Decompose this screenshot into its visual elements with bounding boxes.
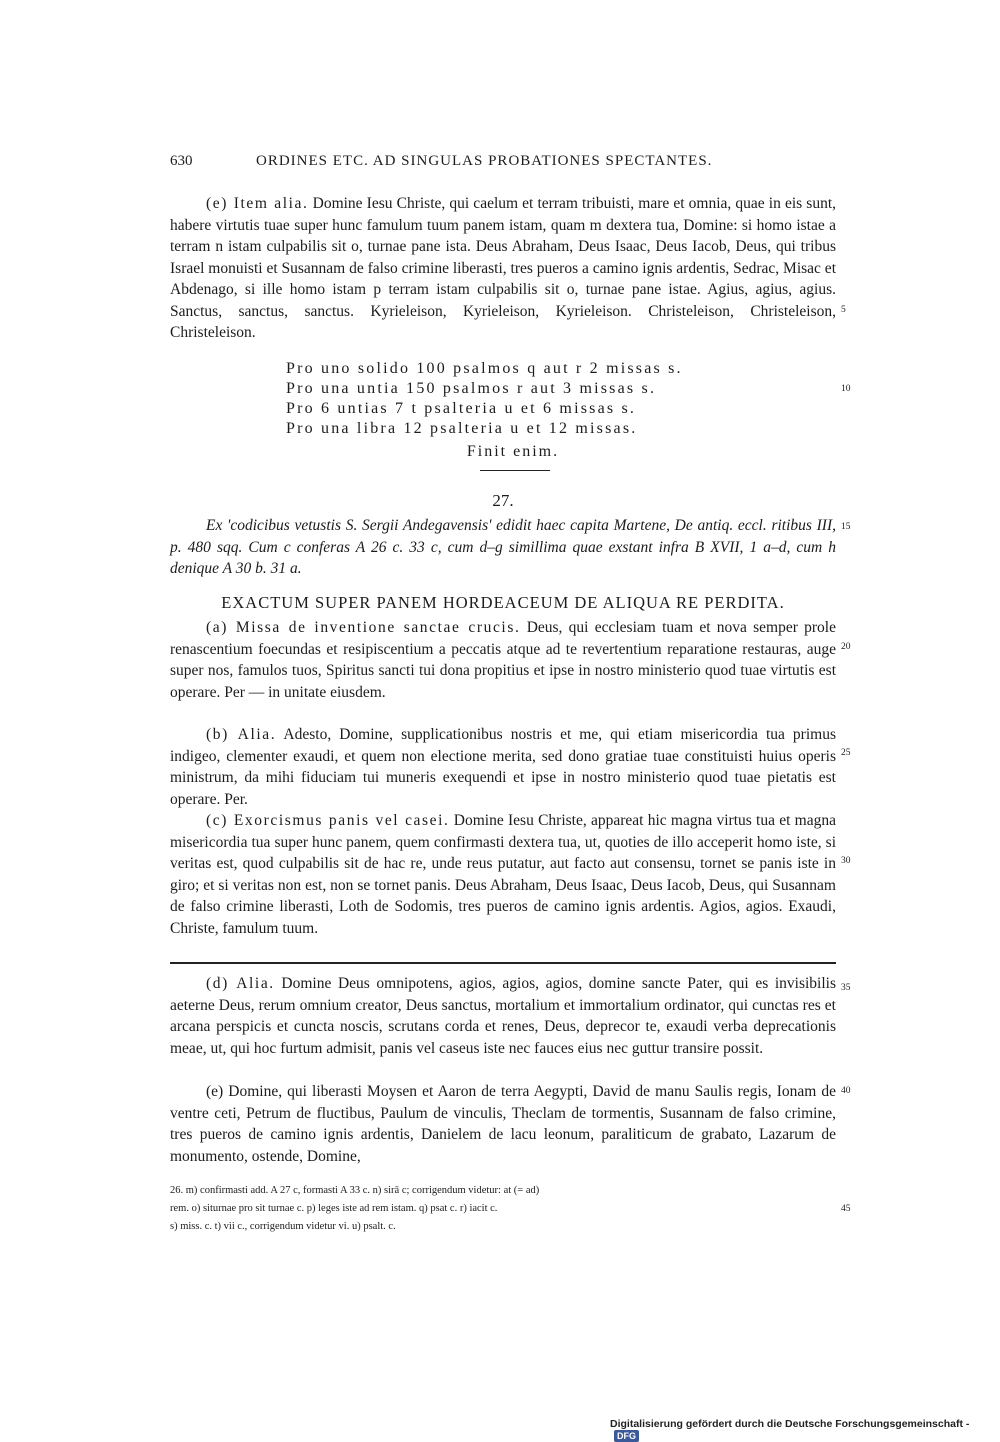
section-number: 27. — [492, 491, 514, 510]
dfg-logo: DFG — [614, 1430, 639, 1442]
para-b-label: (b) Alia. — [206, 726, 277, 743]
para-d-text: Domine Deus omnipotens, agios, agios, agios, domine sancte Pater, qui es invisibilis aeterne Deus, rerum omnium creator, Deus sanctus, mortalium et immortalium ordinator, qui cunctas res et arcana perspicis et cuncta noscis, scrutans corda et renes, Deus, deprecor te, exaudi verba deprecationis meae, ut, qui hoc furtum admisit, panis vel caseus iste nec fauces eius nec guttur transire possit. — [170, 975, 837, 1057]
para-a-text: Deus, qui ecclesiam tuam et nova semper prole renascentium foecundas et resipiscentium a peccatis atque ad te revertentium reparatione restauras, auge super nos, famulos tuos, Spiritus sancti tui dona propitius et ipse in nostro ministerio quod tuae virtutis est operare. Per — in unitate eiusdem. — [170, 619, 836, 701]
line-number: 35 — [841, 983, 851, 993]
para-d-label: (d) Alia. — [206, 975, 275, 992]
scale-line: Pro 6 untias 7 t psalteria u et 6 missas s. — [286, 400, 637, 417]
line-number: 40 — [841, 1086, 851, 1096]
line-number: 10 — [841, 384, 851, 394]
scale-line: Pro una libra 12 psalteria u et 12 missas. — [286, 420, 638, 437]
para-e — [170, 1081, 836, 1167]
footnote-line: 26. m) confirmasti add. A 27 c, formasti A 33 c. n) sirā c; corrigendum videtur: at (= ad) — [170, 1185, 540, 1196]
running-title: ORDINES ETC. AD SINGULAS PROBATIONES SPECTANTES. — [256, 153, 713, 169]
para-e-text: Domine, qui liberasti Moysen et Aaron de terra Aegypti, David de manu Saulis regis, Ionam de ventre ceti, Petrum de fluctibus, Paulum de vinculis, Theclam de tormentis, Susannam de falso crimine, tres pueros de camino ignis ardentis, Danielem de lacu leonum, paraliticum de grabato, Lazarum de monumento, ostende, Domine, — [170, 1083, 836, 1165]
page-number: 630 — [170, 153, 193, 169]
para-d — [170, 973, 836, 1059]
running-header — [170, 153, 836, 175]
para-a — [170, 617, 836, 703]
digitization-credit — [610, 1418, 1000, 1442]
scale-line: Pro una untia 150 psalmos r aut 3 missas s. — [286, 380, 657, 397]
line-number: 5 — [841, 305, 846, 315]
line-number: 20 — [841, 642, 851, 652]
price-scale — [170, 358, 836, 454]
footnote-line: rem. o) siturnae pro sit turnae c. p) leges iste ad rem istam. q) psat c. r) iacit c. — [170, 1203, 498, 1214]
block-e-item-alia — [170, 193, 836, 344]
finit-line: Finit enim. — [466, 443, 560, 460]
editorial-intro: Ex 'codicibus vetustis S. Sergii Andegavensis' edidit haec capita Martene, De antiq. eccl. ritibus III, p. 480 sqq. Cum c conferas A 26 c. 33 c, cum d–g simillima quae exstant infra B XVII, 1 a–d, cum h denique A 30 b. 31 a. — [170, 517, 836, 577]
line-number: 30 — [841, 856, 851, 866]
short-rule — [480, 470, 550, 471]
section-title: EXACTUM SUPER PANEM HORDEACEUM DE ALIQUA RE PERDITA. — [221, 593, 785, 612]
footnote-line: s) miss. c. t) vii c., corrigendum videtur vi. u) psalt. c. — [170, 1221, 396, 1232]
scale-line: Pro uno solido 100 psalmos q aut r 2 missas s. — [286, 360, 683, 377]
para-b-text: Adesto, Domine, supplicationibus nostris et me, qui etiam misericordia tua primus indigeo, clementer exaudi, et quem non electione merita, sed dono gratiae tuae constituisti huius operis ministrum, da mihi fiduciam tui muneris exequendi et ipse in nostro ministerio quod tuae pietatis est operare. Per. — [170, 726, 836, 808]
credit-text: Digitalisierung gefördert durch die Deutsche Forschungsgemeinschaft - — [610, 1418, 970, 1430]
section-divider — [170, 962, 836, 964]
block-label: (e) Item alia. — [206, 195, 309, 212]
line-number: 45 — [841, 1204, 851, 1214]
line-number: 15 — [841, 522, 851, 532]
para-c — [170, 810, 836, 939]
para-c-label: (c) Exorcismus panis vel casei. — [206, 812, 450, 829]
para-b — [170, 724, 836, 810]
para-e-label: (e) — [206, 1083, 224, 1100]
para-c-text: Domine Iesu Christe, appareat hic magna virtus tua et magna misericordia tua super hunc panem, quem confirmasti dextera tua, ut, quoties de illo acceperit homo iste, si veritas est, quod culpabilis sit de hac re, unde reus putatur, aut facto aut consensu, tornet se panis iste in giro; et si veritas non est, non se tornet panis. Deus Abraham, Deus Isaac, Deus Iacob, Deus, qui Susannam de falso crimine liberasti, Loth de Sodomis, tres pueros de camino ignis ardentis. Agios, agios. Exaudi, Christe, famulum tuum. — [170, 812, 836, 937]
para-a-label: (a) Missa de inventione sanctae crucis. — [206, 619, 521, 636]
line-number: 25 — [841, 748, 851, 758]
block-text: Domine Iesu Christe, qui caelum et terram tribuisti, mare et omnia, quae in eis sunt, habere virtutis tuae super hunc famulum tuum panem istam, quam m dextera tua, Domine: si homo istae a terram n istam culpabilis sit o, turnae pane ista. Deus Abraham, Deus Isaac, Deus Iacob, Deus, qui tribus Israel monuisti et Susannam de falso crimine liberasti, tres pueros a camino ignis ardentis, Sedrac, Misac et Abdenago, si ille homo istam p terram istam culpabilis sit o, turnae pane istae. Agius, agius, agius. Sanctus, sanctus, sanctus. Kyrieleison, Kyrieleison, Kyrieleison. Christeleison, Christeleison, Christeleison. — [170, 195, 836, 341]
